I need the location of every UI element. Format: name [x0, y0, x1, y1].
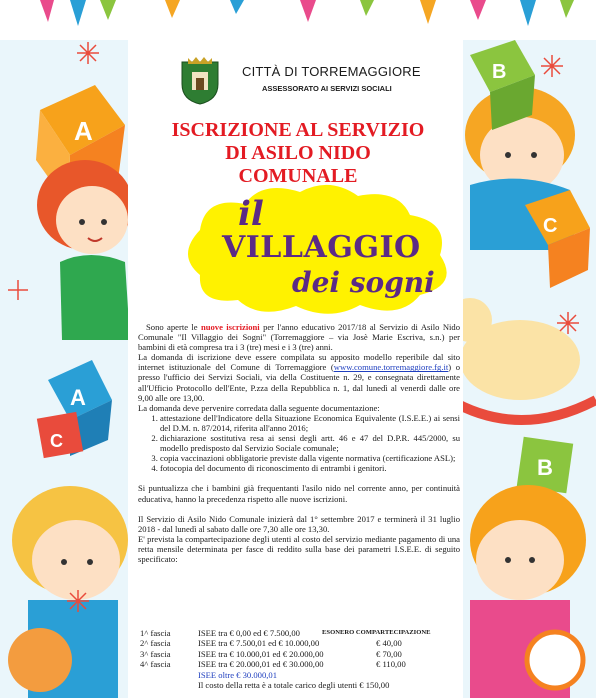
brand-word-dei-sogni: dei sogni — [292, 266, 435, 299]
page-title-line-1: ISCRIZIONE AL SERVIZIO — [171, 119, 425, 141]
document-item: 4. fotocopia del documento di riconoscimento di entrambi i genitori. — [160, 463, 460, 473]
fee-amount: € 70,00 — [376, 648, 402, 659]
globe-decoration — [8, 628, 72, 692]
intro-pre: Sono aperte le — [146, 322, 201, 332]
paragraph-6: E' prevista la compartecipazione degli utenti al costo del servizio mediante pagamento di una retta mensile determinata per fasce di reddito sulla base dei parametri I.S.E.E. di seguito specificato: — [138, 533, 460, 564]
paragraph-3: La domanda deve pervenire corredata dalla seguente documentazione: — [138, 402, 380, 413]
fee-row-note — [140, 680, 470, 690]
fee-row-over — [140, 670, 470, 680]
fee-over-range: ISEE oltre € 30.000,01 — [198, 669, 278, 680]
website-link[interactable]: www.comune.torremaggiore.fg.it — [333, 362, 449, 373]
city-name: CITTÀ DI TORREMAGGIORE — [242, 64, 421, 79]
fee-band: 3^ fascia — [140, 648, 171, 659]
document-item: 3. copia vaccinazioni obbligatorie previste dalla vigente normativa (certificazione ASL); — [160, 453, 460, 463]
paragraph-2-post: ) o presso l'ufficio dei Servizi Sociali, via della Costituente n. 29, e consegnata direttamente all'Ufficio Protocollo dell'Ente, P.zza della Repubblica n. 1, dal lunedì al venerdì dalle ore 9,00 alle ore 13,00. — [138, 362, 461, 403]
fee-note: Il costo della retta è a totale carico degli utenti € 150,00 — [198, 679, 390, 690]
svg-text:B: B — [537, 455, 553, 480]
body-text — [138, 322, 460, 564]
fee-band: 2^ fascia — [140, 638, 171, 649]
clock-decoration — [527, 632, 583, 688]
paragraph-5: Il Servizio di Asilo Nido Comunale inizierà dal 1° settembre 2017 e terminerà il 31 luglio 2018 - dal lunedì al sabato dalle ore 7,30 alle ore 13,30. — [138, 513, 460, 534]
fee-row — [140, 649, 470, 659]
svg-text:A: A — [74, 116, 93, 146]
department-name: ASSESSORATO AI SERVIZI SOCIALI — [262, 84, 392, 93]
fee-band: 1^ fascia — [140, 628, 171, 638]
fee-amount: ESONERO COMPARTECIPAZIONE — [322, 629, 431, 636]
svg-text:A: A — [70, 385, 86, 410]
fee-amount: € 110,00 — [376, 659, 406, 670]
fee-table — [140, 628, 470, 690]
fee-row — [140, 659, 470, 669]
brand-word-villaggio: VILLAGGIO — [222, 230, 421, 265]
fee-range: ISEE tra € 20.000,01 ed € 30.000,00 — [198, 659, 324, 670]
city-coat-of-arms-icon — [178, 56, 222, 106]
fee-band: 4^ fascia — [140, 659, 171, 670]
page-title-line-3: COMUNALE — [238, 165, 358, 187]
paragraph-4: Si puntualizza che i bambini già frequentanti l'asilo nido nel corrente anno, per continuità educativa, hanno la precedenza rispetto alle nuove iscrizioni. — [138, 483, 460, 504]
fee-row — [140, 638, 470, 648]
document-item: 2. dichiarazione sostitutiva resa ai sensi degli artt. 46 e 47 del D.P.R. 445/2000, su modello predisposto dal Servizio Sociale comunale; — [160, 433, 460, 453]
paragraph-2-pre: La domanda di iscrizione deve essere compilata su apposito modello reperibile dal sito internet istituzionale del Comune di Torremaggiore ( — [138, 352, 460, 373]
document-item: 1. attestazione dell'Indicatore della Situazione Economica Equivalente (I.S.E.E.) ai sensi del D.M. n. 87/2014, riferita all'anno 2016; — [160, 413, 460, 433]
fee-range: ISEE tra € 0,00 ed € 7.500,00 — [198, 628, 300, 638]
fee-amount: € 40,00 — [376, 638, 402, 649]
svg-text:C: C — [543, 215, 558, 237]
svg-text:B: B — [492, 61, 507, 83]
intro-post: per l'anno educativo 2017/18 al Servizio di Asilo Nido Comunale "Il Villaggio dei Sogni" (Torremaggiore – via Josè Marie Escriva, s.n.) per bambini di età compresa tra i 3 (tre) mesi e i 3 (tre) anni. — [138, 322, 461, 353]
fee-range: ISEE tra € 10.000,01 ed € 20.000,00 — [198, 648, 324, 659]
fee-row — [140, 628, 470, 638]
svg-text:C: C — [50, 431, 63, 451]
brand-word-il: il — [238, 194, 264, 234]
fee-range: ISEE tra € 7.500,01 ed € 10.000,00 — [198, 638, 320, 649]
document-list — [138, 413, 460, 474]
intro-highlight: nuove iscrizioni — [200, 322, 260, 332]
page-title-line-2: DI ASILO NIDO — [225, 142, 371, 164]
